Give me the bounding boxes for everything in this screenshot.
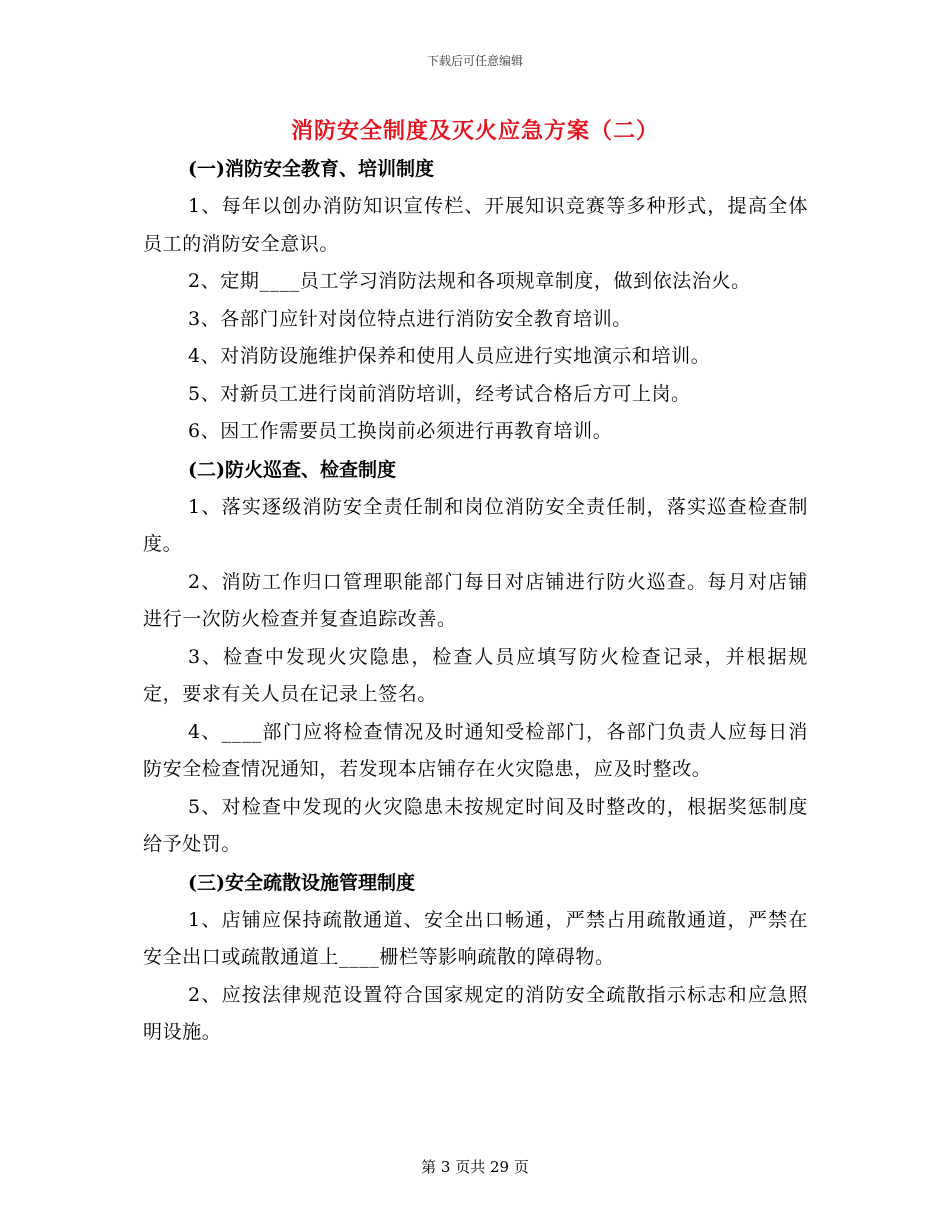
paragraph: 2、应按法律规范设置符合国家规定的消防安全疏散指示标志和应急照明设施。 <box>143 983 808 1043</box>
paragraph: 1、店铺应保持疏散通道、安全出口畅通，严禁占用疏散通道，严禁在安全出口或疏散通道上____栅栏等影响疏散的障碍物。 <box>143 908 808 968</box>
paragraph: 2、定期____员工学习消防法规和各项规章制度，做到依法治火。 <box>188 270 751 292</box>
paragraph: 1、每年以创办消防知识宣传栏、开展知识竞赛等多种形式，提高全体员工的消防安全意识。 <box>143 195 808 255</box>
section-heading: (二)防火巡查、检查制度 <box>188 458 396 481</box>
paragraph: 4、对消防设施维护保养和使用人员应进行实地演示和培训。 <box>188 345 711 367</box>
paragraph: 2、消防工作归口管理职能部门每日对店铺进行防火巡查。每月对店铺进行一次防火检查并复查追踪改善。 <box>143 570 808 630</box>
paragraph: 4、____部门应将检查情况及时通知受检部门，各部门负责人应每日消防安全检查情况通知，若发现本店铺存在火灾隐患，应及时整改。 <box>143 720 808 780</box>
paragraph: 3、检查中发现火灾隐患，检查人员应填写防火检查记录，并根据规定，要求有关人员在记录上签名。 <box>143 645 808 705</box>
paragraph: 5、对检查中发现的火灾隐患未按规定时间及时整改的，根据奖惩制度给予处罚。 <box>143 795 808 855</box>
paragraph: 5、对新员工进行岗前消防培训，经考试合格后方可上岗。 <box>188 382 691 405</box>
document-body <box>143 150 808 1052</box>
page-number-footer: 第 3 页共 29 页 <box>421 1158 529 1176</box>
paragraph: 1、落实逐级消防安全责任制和岗位消防安全责任制，落实巡查检查制度。 <box>143 495 808 555</box>
paragraph: 3、各部门应针对岗位特点进行消防安全教育培训。 <box>188 307 632 330</box>
section-heading: (一)消防安全教育、培训制度 <box>188 158 434 180</box>
document-title: 消防安全制度及灭火应急方案（二） <box>290 118 659 144</box>
page-header: 下载后可任意编辑 <box>426 54 523 68</box>
section-heading: (三)安全疏散设施管理制度 <box>188 871 415 894</box>
paragraph: 6、因工作需要员工换岗前必须进行再教育培训。 <box>188 420 613 442</box>
